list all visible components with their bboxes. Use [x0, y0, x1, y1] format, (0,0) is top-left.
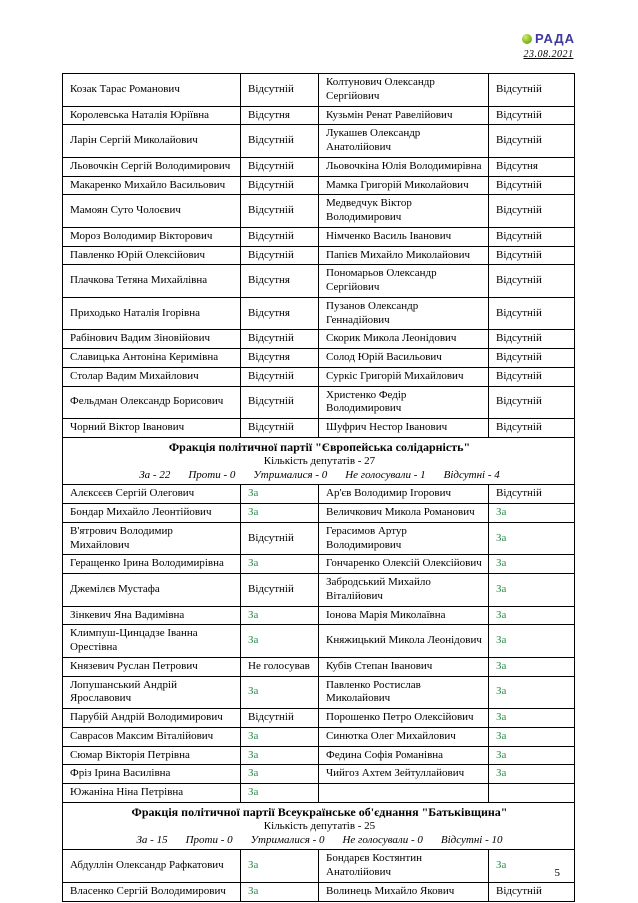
vote-status-cell: За [241, 746, 319, 765]
summary-item: Не голосували - 0 [342, 833, 423, 846]
vote-status-cell: Відсутня [489, 157, 575, 176]
table-row [63, 367, 575, 386]
vote-status-cell: Відсутній [241, 157, 319, 176]
deputy-name-cell: Ларін Сергій Миколайович [63, 125, 241, 158]
vote-status-cell: За [241, 555, 319, 574]
vote-status-cell: За [489, 727, 575, 746]
vote-status-cell: За [489, 746, 575, 765]
table-row [63, 246, 575, 265]
vote-status-cell [489, 784, 575, 803]
table-row [63, 784, 575, 803]
vote-status-cell: Відсутній [241, 195, 319, 228]
deputy-name-cell: Зінкевич Яна Вадимівна [63, 606, 241, 625]
deputy-name-cell: Сюмар Вікторія Петрівна [63, 746, 241, 765]
summary-item: Утрималися - 0 [253, 468, 328, 481]
rada-logo-line [522, 30, 575, 48]
deputy-name-cell: В'ятрович Володимир Михайлович [63, 522, 241, 555]
vote-status-cell: За [241, 625, 319, 658]
deputy-name-cell: Плачкова Тетяна Михайлівна [63, 265, 241, 298]
table-row [63, 555, 575, 574]
rada-logo [522, 30, 575, 60]
summary-item: Утрималися - 0 [250, 833, 325, 846]
table-row [63, 125, 575, 158]
vote-status-cell: Відсутній [489, 367, 575, 386]
faction-header-row [63, 437, 575, 485]
deputy-name-cell: Медведчук Віктор Володимирович [319, 195, 489, 228]
deputy-name-cell: Величкович Микола Романович [319, 504, 489, 523]
deputy-name-cell: Льовочкіна Юлія Володимирівна [319, 157, 489, 176]
deputy-name-cell [319, 784, 489, 803]
deputy-name-cell: Мороз Володимир Вікторович [63, 227, 241, 246]
deputy-name-cell: Христенко Федір Володимирович [319, 386, 489, 419]
vote-status-cell: Відсутня [241, 349, 319, 368]
table-row [63, 606, 575, 625]
vote-status-cell: За [241, 784, 319, 803]
vote-status-cell: Відсутній [241, 709, 319, 728]
table-row [63, 265, 575, 298]
deputy-name-cell: Геращенко Ірина Володимирівна [63, 555, 241, 574]
vote-status-cell: Відсутній [489, 106, 575, 125]
vote-status-cell: За [489, 765, 575, 784]
table-row [63, 485, 575, 504]
table-row [63, 574, 575, 607]
table-row [63, 297, 575, 330]
table-row [63, 419, 575, 438]
deputy-name-cell: Бондарєв Костянтин Анатолійович [319, 850, 489, 883]
deputy-name-cell: Климпуш-Цинцадзе Іванна Орестівна [63, 625, 241, 658]
deputy-name-cell: Фріз Ірина Василівна [63, 765, 241, 784]
vote-status-cell: Відсутній [489, 246, 575, 265]
deputy-name-cell: Гончаренко Олексій Олексійович [319, 555, 489, 574]
table-row [63, 504, 575, 523]
deputy-name-cell: Власенко Сергій Володимирович [63, 882, 241, 901]
deputy-name-cell: Герасимов Артур Володимирович [319, 522, 489, 555]
summary-item: За - 15 [136, 833, 168, 846]
deputy-name-cell: Макаренко Михайло Васильович [63, 176, 241, 195]
deputy-name-cell: Шуфрич Нестор Іванович [319, 419, 489, 438]
vote-status-cell: Відсутній [489, 125, 575, 158]
vote-status-cell: Відсутній [489, 74, 575, 107]
vote-status-cell: За [241, 727, 319, 746]
table-row [63, 882, 575, 901]
vote-status-cell: Відсутній [241, 176, 319, 195]
vote-status-cell: За [241, 765, 319, 784]
summary-item: Проти - 0 [188, 468, 236, 481]
deputy-name-cell: Папієв Михайло Миколайович [319, 246, 489, 265]
deputy-name-cell: Парубій Андрій Володимирович [63, 709, 241, 728]
deputy-name-cell: Славицька Антоніна Керимівна [63, 349, 241, 368]
deputy-name-cell: Чийгоз Ахтем Зейтуллайович [319, 765, 489, 784]
rada-globe-icon [522, 34, 532, 44]
vote-status-cell: За [241, 504, 319, 523]
vote-status-cell: Відсутній [241, 574, 319, 607]
vote-status-cell: Відсутній [489, 265, 575, 298]
table-row [63, 157, 575, 176]
vote-status-cell: Відсутній [241, 367, 319, 386]
vote-status-cell: За [489, 574, 575, 607]
deputy-name-cell: Козак Тарас Романович [63, 74, 241, 107]
faction-vote-summary [70, 834, 569, 848]
table-row [63, 195, 575, 228]
deputy-name-cell: Чорний Віктор Іванович [63, 419, 241, 438]
deputy-name-cell: Абдуллін Олександр Рафкатович [63, 850, 241, 883]
faction-vote-summary [70, 469, 569, 483]
vote-status-cell: Відсутній [241, 522, 319, 555]
vote-status-cell: Не голосував [241, 657, 319, 676]
deputy-name-cell: Іонова Марія Миколаївна [319, 606, 489, 625]
deputy-name-cell: Саврасов Максим Віталійович [63, 727, 241, 746]
faction-title: Фракція політичної партії Всеукраїнське об'єднання "Батьківщина" [131, 804, 508, 819]
vote-status-cell: За [489, 504, 575, 523]
vote-status-cell: За [489, 657, 575, 676]
vote-status-cell: Відсутній [489, 419, 575, 438]
summary-item: Відсутні - 4 [443, 468, 500, 481]
deputy-name-cell: Приходько Наталія Ігорівна [63, 297, 241, 330]
vote-status-cell: Відсутній [241, 246, 319, 265]
vote-status-cell: За [241, 676, 319, 709]
vote-status-cell: Відсутній [241, 330, 319, 349]
table-row [63, 746, 575, 765]
deputy-name-cell: Павленко Ростислав Миколайович [319, 676, 489, 709]
vote-status-cell: Відсутній [489, 195, 575, 228]
deputy-name-cell: Мамоян Суто Чолоєвич [63, 195, 241, 228]
vote-status-cell: За [489, 676, 575, 709]
table-row [63, 850, 575, 883]
vote-status-cell: Відсутній [241, 74, 319, 107]
summary-item: Не голосували - 1 [345, 468, 426, 481]
table-row [63, 522, 575, 555]
vote-status-cell: Відсутній [241, 419, 319, 438]
vote-status-cell: За [489, 606, 575, 625]
deputy-name-cell: Колтунович Олександр Сергійович [319, 74, 489, 107]
deputy-name-cell: Княжицький Микола Леонідович [319, 625, 489, 658]
vote-status-cell: За [241, 606, 319, 625]
table-row [63, 176, 575, 195]
deputy-name-cell: Князевич Руслан Петрович [63, 657, 241, 676]
table-row [63, 727, 575, 746]
vote-status-cell: За [241, 850, 319, 883]
table-row [63, 625, 575, 658]
deputy-name-cell: Солод Юрій Васильович [319, 349, 489, 368]
faction-header-cell [63, 437, 575, 485]
deputy-name-cell: Федина Софія Романівна [319, 746, 489, 765]
vote-status-cell: Відсутній [241, 125, 319, 158]
deputy-name-cell: Льовочкін Сергій Володимирович [63, 157, 241, 176]
page-number: 5 [554, 867, 560, 879]
vote-status-cell: Відсутній [489, 349, 575, 368]
deputy-name-cell: Ар'єв Володимир Ігорович [319, 485, 489, 504]
deputy-name-cell: Лопушанський Андрій Ярославович [63, 676, 241, 709]
vote-status-cell: Відсутня [241, 265, 319, 298]
faction-header-row [63, 802, 575, 850]
deputy-name-cell: Столар Вадим Михайлович [63, 367, 241, 386]
summary-item: За - 22 [139, 468, 171, 481]
vote-status-cell: Відсутній [489, 386, 575, 419]
vote-status-cell: За [489, 555, 575, 574]
vote-status-cell: За [241, 882, 319, 901]
vote-status-cell: Відсутній [489, 176, 575, 195]
vote-status-cell: Відсутня [241, 106, 319, 125]
vote-status-cell: Відсутній [489, 330, 575, 349]
deputy-name-cell: Суркіс Григорій Михайлович [319, 367, 489, 386]
vote-status-cell: За [489, 850, 575, 883]
vote-status-cell: Відсутній [241, 386, 319, 419]
deputy-name-cell: Скорик Микола Леонідович [319, 330, 489, 349]
deputy-name-cell: Павленко Юрій Олексійович [63, 246, 241, 265]
deputy-name-cell: Лукашев Олександр Анатолійович [319, 125, 489, 158]
deputy-name-cell: Бондар Михайло Леонтійович [63, 504, 241, 523]
vote-status-cell: Відсутній [489, 882, 575, 901]
vote-status-cell: За [489, 625, 575, 658]
deputy-name-cell: Фельдман Олександр Борисович [63, 386, 241, 419]
deputy-name-cell: Забродський Михайло Віталійович [319, 574, 489, 607]
deputy-name-cell: Королевська Наталія Юріївна [63, 106, 241, 125]
vote-status-cell: За [241, 485, 319, 504]
faction-deputy-count: Кількість депутатів - 25 [263, 819, 376, 832]
deputy-name-cell: Синютка Олег Михайлович [319, 727, 489, 746]
deputy-name-cell: Южаніна Ніна Петрівна [63, 784, 241, 803]
summary-item: Відсутні - 10 [440, 833, 503, 846]
table-row [63, 765, 575, 784]
faction-deputy-count: Кількість депутатів - 27 [263, 454, 376, 467]
deputy-name-cell: Волинець Михайло Якович [319, 882, 489, 901]
faction-header-cell [63, 802, 575, 850]
table-row [63, 709, 575, 728]
vote-status-cell: Відсутній [489, 297, 575, 330]
deputy-name-cell: Алєксєєв Сергій Олегович [63, 485, 241, 504]
faction-title: Фракція політичної партії "Європейська солідарність" [168, 439, 471, 454]
table-row [63, 74, 575, 107]
table-row [63, 386, 575, 419]
deputy-name-cell: Порошенко Петро Олексійович [319, 709, 489, 728]
vote-status-cell: Відсутній [489, 485, 575, 504]
deputy-name-cell: Джемілєв Мустафа [63, 574, 241, 607]
summary-item: Проти - 0 [185, 833, 233, 846]
vote-status-cell: Відсутній [241, 227, 319, 246]
table-row [63, 330, 575, 349]
rada-logo-text: РАДА [534, 31, 575, 46]
table-row [63, 106, 575, 125]
table-row [63, 657, 575, 676]
deputy-name-cell: Пузанов Олександр Геннадійович [319, 297, 489, 330]
deputy-name-cell: Пономарьов Олександр Сергійович [319, 265, 489, 298]
deputy-name-cell: Кубів Степан Іванович [319, 657, 489, 676]
deputy-name-cell: Рабінович Вадим Зіновійович [63, 330, 241, 349]
table-row [63, 676, 575, 709]
table-row [63, 349, 575, 368]
table-row [63, 227, 575, 246]
voting-results-table [62, 73, 575, 902]
vote-status-cell: Відсутня [241, 297, 319, 330]
vote-status-cell: За [489, 522, 575, 555]
deputy-name-cell: Мамка Григорій Миколайович [319, 176, 489, 195]
deputy-name-cell: Німченко Василь Іванович [319, 227, 489, 246]
vote-status-cell: За [489, 709, 575, 728]
deputy-name-cell: Кузьмін Ренат Равелійович [319, 106, 489, 125]
vote-status-cell: Відсутній [489, 227, 575, 246]
document-date: 23.08.2021 [523, 48, 574, 60]
